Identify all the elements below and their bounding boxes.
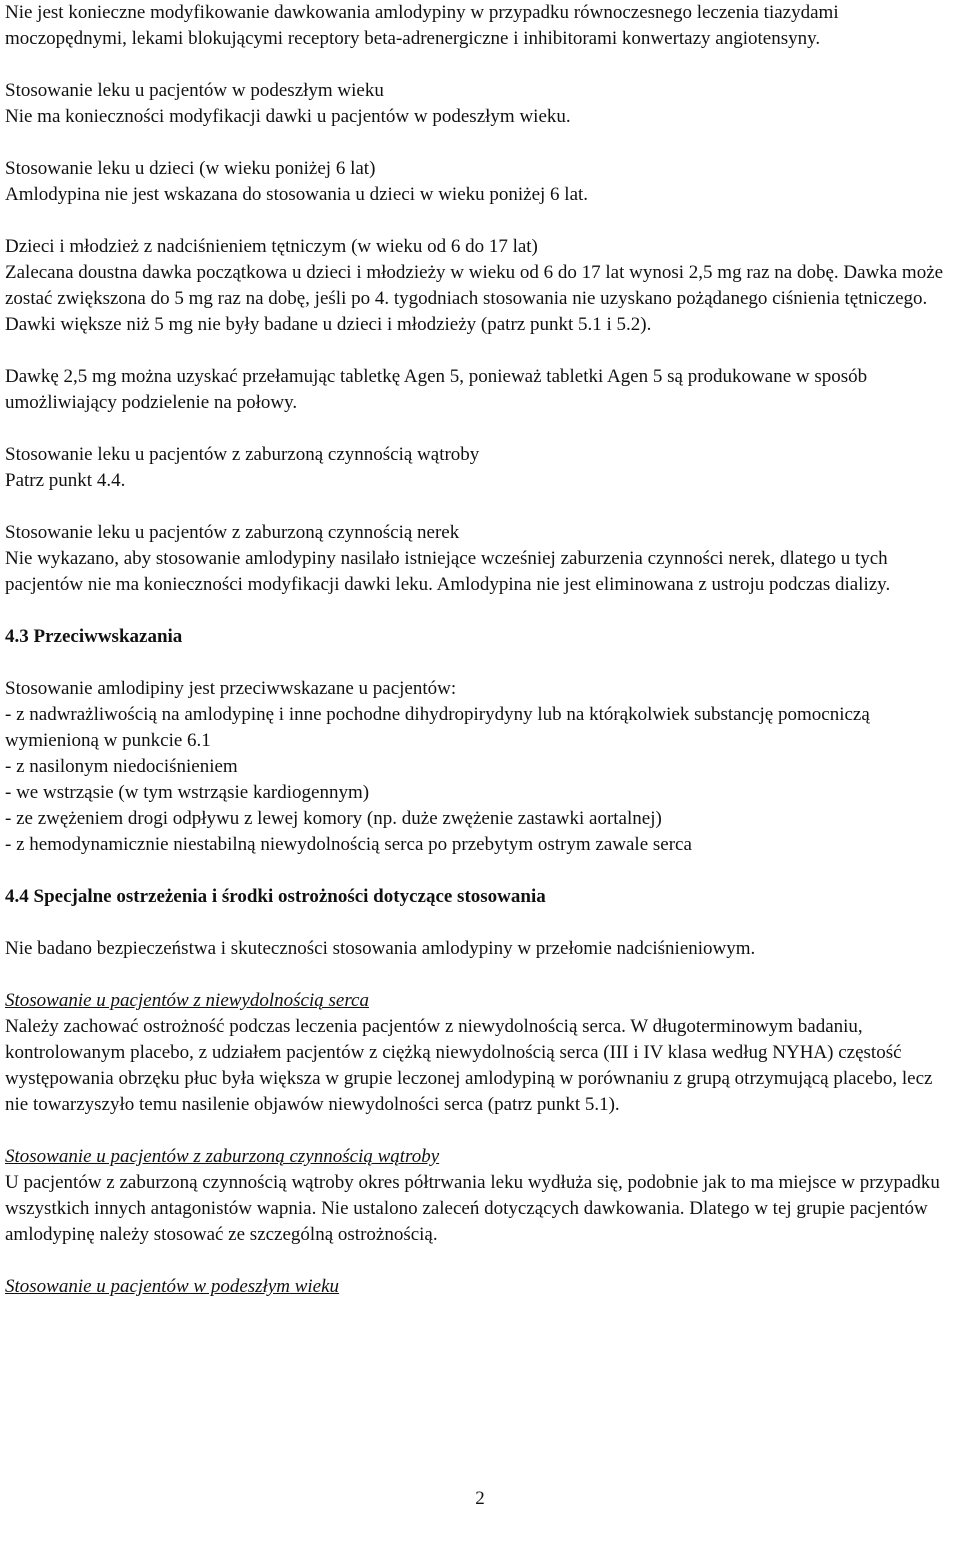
youth-text: Zalecana doustna dawka początkowa u dzieci i młodzieży w wieku od 6 do 17 lat wynosi 2,5 mg raz na dobę. Dawka może zostać zwiększona do 5 mg raz na dobę, jeśli po 4. tygodniach stosowania nie uzyskano pożądanego ciśnienia tętniczego. Dawki większe niż 5 mg nie były badane u dzieci i młodzieży (patrz punkt 5.1 i 5.2). bbox=[5, 262, 944, 335]
heart-failure-title: Stosowanie u pacjentów z niewydolnością serca bbox=[5, 990, 369, 1011]
contraindication-item: - z hemodynamicznie niestabilną niewydolnością serca po przebytym ostrym zawale serca bbox=[5, 834, 692, 855]
contraindications-heading: 4.3 Przeciwwskazania bbox=[5, 626, 183, 647]
liver-warning-text: U pacjentów z zaburzoną czynnością wątroby okres półtrwania leku wydłuża się, podobnie jak to ma miejsce w przypadku wszystkich innych antagonistów wapnia. Nie ustalono zaleceń dotyczących dawkowania. Dlatego w tej grupie pacjentów amlodypinę należy stosować ze szczególną ostrożnością. bbox=[5, 1172, 940, 1245]
liver-text: Patrz punkt 4.4. bbox=[5, 470, 126, 491]
contraindication-item: - ze zwężeniem drogi odpływu z lewej komory (np. duże zwężenie zastawki aortalnej) bbox=[5, 808, 662, 829]
section-elderly bbox=[5, 78, 955, 130]
contraindication-item: - we wstrząsie (w tym wstrząsie kardiogennym) bbox=[5, 782, 370, 803]
section-youth bbox=[5, 234, 955, 338]
section-contraindications bbox=[5, 676, 955, 858]
children-title: Stosowanie leku u dzieci (w wieku poniżej 6 lat) bbox=[5, 158, 376, 179]
elderly-text: Nie ma konieczności modyfikacji dawki u pacjentów w podeszłym wieku. bbox=[5, 106, 571, 127]
section-liver-warning bbox=[5, 1144, 955, 1248]
heart-failure-text: Należy zachować ostrożność podczas leczenia pacjentów z niewydolnością serca. W długoterminowym badaniu, kontrolowanym placebo, z udziałem pacjentów z ciężką niewydolnością serca (III i IV klasa według NYHA) częstość występowania obrzęku płuc była większa w grupie leczonej amlodypiną w porównaniu z grupą otrzymującą placebo, lecz nie towarzyszyło temu nasilenie objawów niewydolności serca (patrz punkt 5.1). bbox=[5, 1016, 933, 1115]
elderly-warning-title: Stosowanie u pacjentów w podeszłym wieku bbox=[5, 1276, 340, 1297]
paragraph-dose-combination: Nie jest konieczne modyfikowanie dawkowania amlodypiny w przypadku równoczesnego leczenia tiazydami moczopędnymi, lekami blokującymi receptory beta-adrenergiczne i inhibitorami konwertazy angiotensyny. bbox=[5, 2, 839, 49]
page-number: 2 bbox=[475, 1488, 485, 1509]
liver-title: Stosowanie leku u pacjentów z zaburzoną czynnością wątroby bbox=[5, 444, 480, 465]
warnings-heading: 4.4 Specjalne ostrzeżenia i środki ostrożności dotyczące stosowania bbox=[5, 886, 546, 907]
children-text: Amlodypina nie jest wskazana do stosowania u dzieci w wieku poniżej 6 lat. bbox=[5, 184, 589, 205]
liver-warning-title: Stosowanie u pacjentów z zaburzoną czynnością wątroby bbox=[5, 1146, 440, 1167]
paragraph-dose-split: Dawkę 2,5 mg można uzyskać przełamując tabletkę Agen 5, ponieważ tabletki Agen 5 są produkowane w sposób umożliwiający podzielenie na połowy. bbox=[5, 366, 868, 413]
document-page bbox=[5, 0, 955, 1300]
kidney-title: Stosowanie leku u pacjentów z zaburzoną czynnością nerek bbox=[5, 522, 460, 543]
section-kidney bbox=[5, 520, 955, 598]
elderly-title: Stosowanie leku u pacjentów w podeszłym wieku bbox=[5, 80, 384, 101]
youth-title: Dzieci i młodzież z nadciśnieniem tętniczym (w wieku od 6 do 17 lat) bbox=[5, 236, 538, 257]
section-children bbox=[5, 156, 955, 208]
section-liver bbox=[5, 442, 955, 494]
contraindication-item: - z nadwrażliwością na amlodypinę i inne pochodne dihydropirydyny lub na którąkolwiek substancję pomocniczą wymienioną w punkcie 6.1 bbox=[5, 704, 870, 751]
warnings-intro: Nie badano bezpieczeństwa i skuteczności stosowania amlodypiny w przełomie nadciśnieniowym. bbox=[5, 938, 756, 959]
section-heart-failure bbox=[5, 988, 955, 1118]
contraindications-intro: Stosowanie amlodipiny jest przeciwwskazane u pacjentów: bbox=[5, 678, 457, 699]
contraindication-item: - z nasilonym niedociśnieniem bbox=[5, 756, 238, 777]
kidney-text: Nie wykazano, aby stosowanie amlodypiny nasilało istniejące wcześniej zaburzenia czynności nerek, dlatego u tych pacjentów nie ma konieczności modyfikacji dawki leku. Amlodypina nie jest eliminowana z ustroju podczas dializy. bbox=[5, 548, 891, 595]
